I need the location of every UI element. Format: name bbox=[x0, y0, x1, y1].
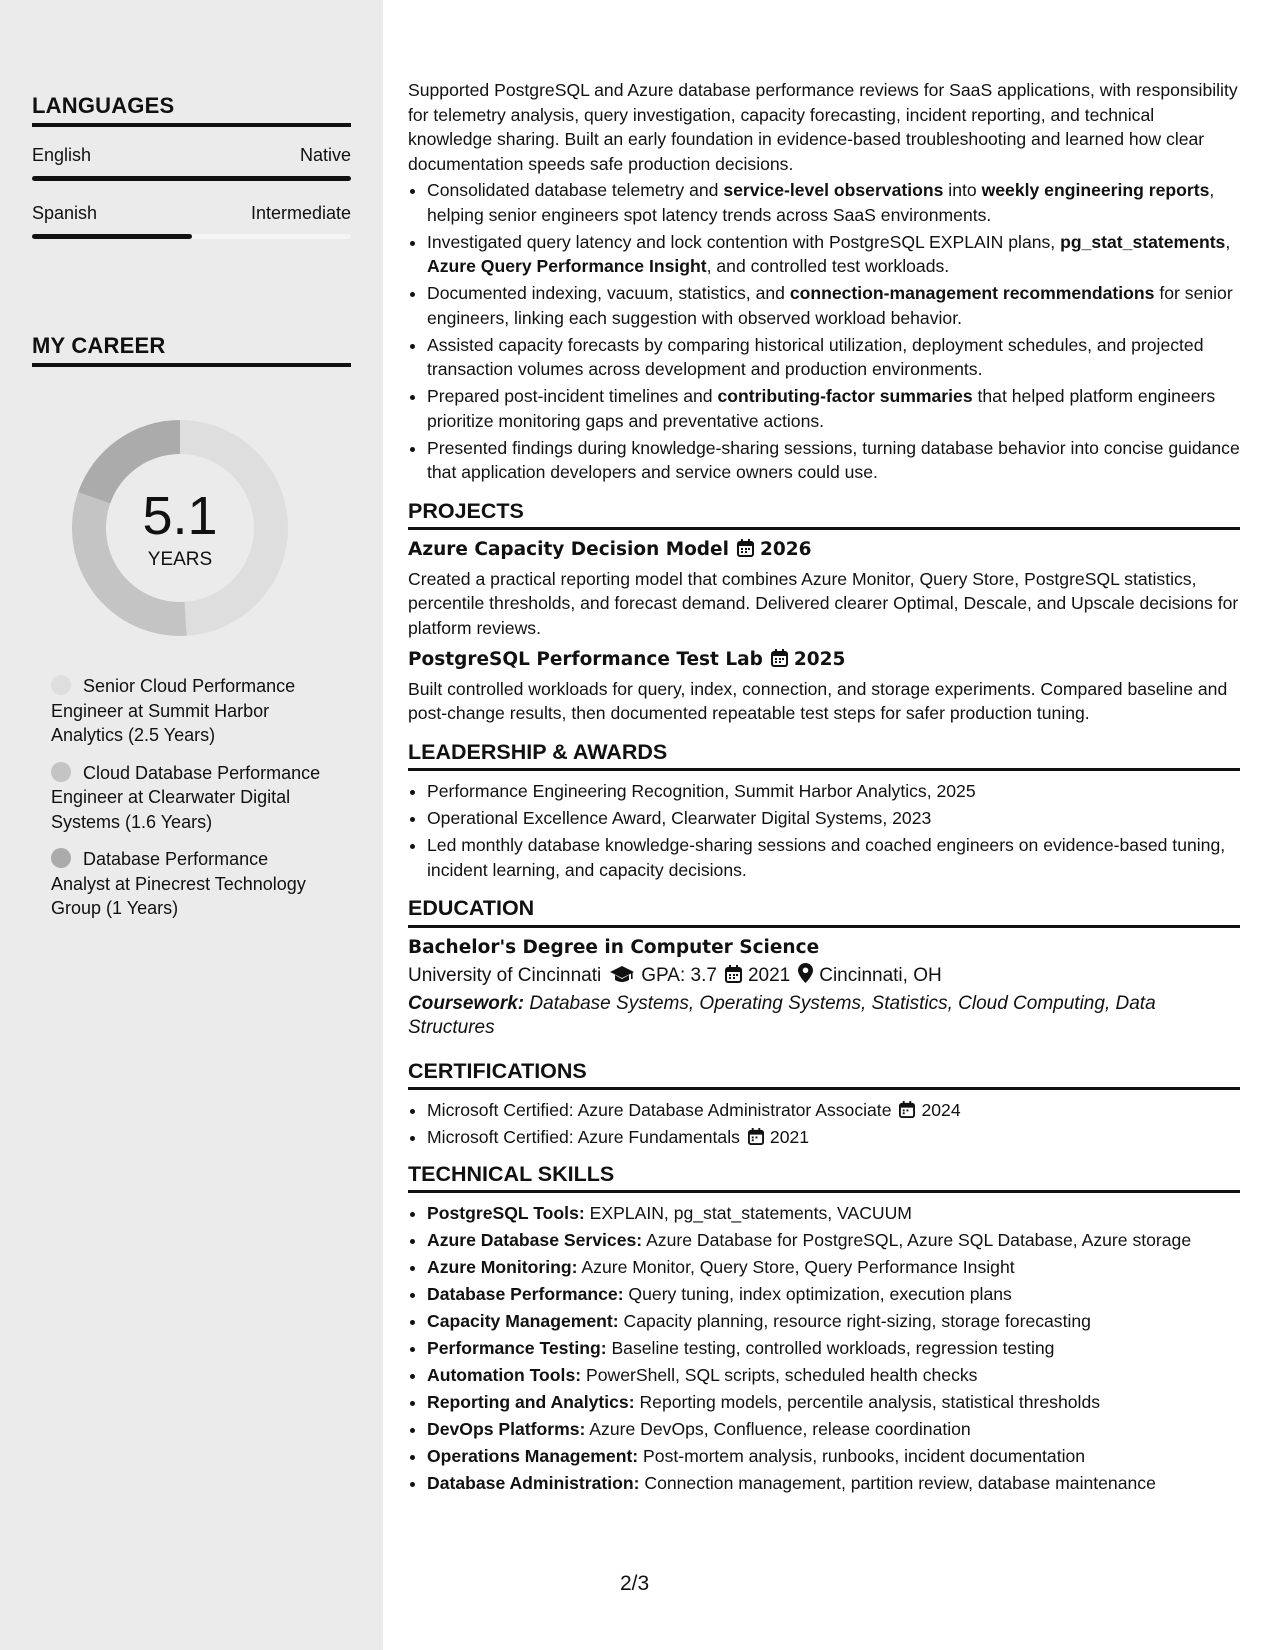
skill-item bbox=[427, 1282, 1240, 1307]
bullet-text: , bbox=[1225, 231, 1231, 252]
leadership-item: • Operational Excellence Award, Clearwater Digital Systems, 2023 bbox=[427, 806, 1240, 831]
skills-heading: TECHNICAL SKILLS bbox=[408, 1162, 1240, 1194]
leadership-item: • Led monthly database knowledge-sharing sessions and coached engineers on evidence-based tuning, incident learning, and capacity decisions. bbox=[427, 833, 1240, 882]
career-role-text: Senior Cloud Performance Engineer at Summit Harbor Analytics (2.5 Years) bbox=[51, 676, 296, 745]
language-level: Native bbox=[299, 145, 351, 165]
legend-dot-icon bbox=[51, 675, 71, 695]
skill-item bbox=[427, 1417, 1240, 1442]
certification-item bbox=[427, 1125, 1240, 1150]
project-item bbox=[408, 648, 1240, 726]
bullet-text: Documented indexing, vacuum, statistics, and bbox=[427, 283, 790, 303]
graduation-year: 2021 bbox=[747, 965, 791, 986]
coursework-label: Coursework: bbox=[408, 992, 525, 1014]
skill-item bbox=[427, 1363, 1240, 1388]
language-name: English bbox=[32, 145, 92, 165]
skill-item bbox=[427, 1309, 1240, 1334]
career-legend-item bbox=[51, 847, 331, 921]
languages-heading: LANGUAGES bbox=[32, 93, 351, 127]
skills-list bbox=[408, 1201, 1240, 1496]
certification-year: 2024 bbox=[921, 1100, 961, 1120]
languages-section bbox=[32, 93, 351, 239]
skill-item bbox=[427, 1390, 1240, 1415]
skill-value: PowerShell, SQL scripts, scheduled health checks bbox=[581, 1365, 978, 1385]
skill-value: Reporting models, percentile analysis, statistical thresholds bbox=[634, 1392, 1101, 1412]
skill-label: PostgreSQL Tools: bbox=[427, 1203, 585, 1223]
career-legend bbox=[51, 674, 331, 934]
bullet-text: Investigated query latency and lock contention with PostgreSQL EXPLAIN plans, bbox=[427, 231, 1061, 252]
skill-value: Post-mortem analysis, runbooks, incident documentation bbox=[638, 1446, 1086, 1466]
skill-item bbox=[427, 1201, 1240, 1226]
skill-label: Database Administration: bbox=[427, 1473, 640, 1493]
leadership-list bbox=[408, 779, 1240, 882]
certification-item bbox=[427, 1098, 1240, 1123]
degree-title: Bachelor's Degree in Computer Science bbox=[408, 936, 820, 958]
bullet-emphasis: connection-management recommendations bbox=[789, 283, 1155, 303]
certification-name: Microsoft Certified: Azure Fundamentals bbox=[427, 1127, 740, 1147]
page-number: 2/3 bbox=[620, 1572, 650, 1595]
graduation-cap-icon bbox=[609, 965, 635, 983]
experience-bullet bbox=[427, 436, 1240, 485]
language-level: Intermediate bbox=[250, 203, 351, 223]
language-level-fill bbox=[32, 234, 192, 239]
calendar-icon bbox=[725, 965, 742, 983]
career-section bbox=[32, 333, 351, 367]
legend-dot-icon bbox=[51, 848, 71, 868]
education-details bbox=[408, 963, 1240, 989]
experience-summary: Supported PostgreSQL and Azure database performance reviews for SaaS applications, with responsibility for telemetry analysis, query investigation, capacity forecasting, incident reporting, and technical knowledge sharing. Built an early foundation in evidence-based troubleshooting and learned how clear documentation speeds safe production decisions. bbox=[408, 80, 1238, 174]
language-item bbox=[32, 203, 351, 239]
career-legend-item bbox=[51, 674, 331, 748]
bullet-emphasis: weekly engineering reports bbox=[981, 180, 1210, 200]
location-pin-icon bbox=[798, 963, 813, 983]
certification-name: Microsoft Certified: Azure Database Administrator Associate bbox=[427, 1100, 892, 1120]
calendar-icon bbox=[748, 1128, 764, 1145]
skill-value: Azure Database for PostgreSQL, Azure SQL Database, Azure storage bbox=[642, 1230, 1192, 1250]
bullet-text: Prepared post-incident timelines and bbox=[427, 386, 718, 406]
career-legend-item bbox=[51, 761, 331, 835]
project-year: 2026 bbox=[759, 539, 812, 560]
bullet-text: Assisted capacity forecasts by comparing historical utilization, deployment schedules, and projected transaction volumes across development and production environments. bbox=[427, 334, 1204, 379]
gpa: GPA: 3.7 bbox=[641, 965, 717, 986]
legend-dot-icon bbox=[51, 762, 71, 782]
calendar-icon bbox=[899, 1101, 915, 1118]
skill-item bbox=[427, 1228, 1240, 1253]
calendar-icon bbox=[737, 539, 754, 557]
skill-value: EXPLAIN, pg_stat_statements, VACUUM bbox=[584, 1203, 912, 1223]
project-item bbox=[408, 538, 1240, 640]
skill-item bbox=[427, 1444, 1240, 1469]
career-total-years: 5.1 bbox=[142, 486, 218, 546]
bullet-text: Presented findings during knowledge-sharing sessions, turning database behavior into concise guidance that application developers and service owners could use. bbox=[427, 437, 1240, 482]
skill-label: Operations Management: bbox=[427, 1446, 639, 1466]
skill-label: Database Performance: bbox=[427, 1284, 624, 1304]
bullet-text: , helping senior engineers spot latency trends across SaaS environments. bbox=[427, 180, 1215, 225]
skill-item bbox=[427, 1255, 1240, 1280]
project-title: Azure Capacity Decision Model bbox=[408, 539, 729, 560]
projects-heading: PROJECTS bbox=[408, 499, 1240, 531]
experience-bullet bbox=[427, 384, 1240, 433]
skill-label: Azure Database Services: bbox=[427, 1230, 643, 1250]
bullet-emphasis: Azure Query Performance Insight bbox=[427, 256, 707, 276]
skill-value: Capacity planning, resource right-sizing, storage forecasting bbox=[618, 1311, 1091, 1331]
bullet-emphasis: pg_stat_statements bbox=[1060, 231, 1226, 252]
certification-year: 2021 bbox=[769, 1127, 810, 1147]
experience-bullet bbox=[427, 178, 1240, 227]
bullet-text: Consolidated database telemetry and bbox=[427, 180, 724, 200]
career-total-unit: YEARS bbox=[147, 549, 213, 570]
bullet-emphasis: service-level observations bbox=[723, 180, 944, 200]
leadership-item: • Performance Engineering Recognition, Summit Harbor Analytics, 2025 bbox=[427, 779, 1240, 804]
project-description: Built controlled workloads for query, index, connection, and storage experiments. Compared baseline and post-change results, then documented repeatable test steps for safer production tuning. bbox=[408, 678, 1228, 723]
language-item bbox=[32, 145, 351, 181]
bullet-emphasis: contributing-factor summaries bbox=[717, 386, 973, 406]
skill-label: Reporting and Analytics: bbox=[427, 1392, 635, 1412]
language-level-bar bbox=[32, 234, 351, 239]
career-role-text: Cloud Database Performance Engineer at Clearwater Digital Systems (1.6 Years) bbox=[51, 762, 321, 832]
skill-item bbox=[427, 1336, 1240, 1361]
calendar-icon bbox=[771, 649, 788, 667]
education-heading: EDUCATION bbox=[408, 896, 1240, 928]
project-title: PostgreSQL Performance Test Lab bbox=[408, 649, 763, 670]
certifications-heading: CERTIFICATIONS bbox=[408, 1059, 1240, 1091]
skill-label: Capacity Management: bbox=[427, 1311, 619, 1331]
skill-label: Azure Monitoring: bbox=[427, 1257, 578, 1277]
skill-label: Automation Tools: bbox=[427, 1365, 582, 1385]
bullet-text: into bbox=[943, 180, 982, 200]
skill-value: Connection management, partition review, database maintenance bbox=[639, 1473, 1156, 1493]
skill-label: Performance Testing: bbox=[427, 1338, 607, 1358]
skill-value: Azure Monitor, Query Store, Query Performance Insight bbox=[577, 1257, 1015, 1277]
bullet-text: , and controlled test workloads. bbox=[706, 256, 950, 276]
coursework bbox=[408, 992, 1240, 1041]
experience-bullets bbox=[408, 178, 1240, 485]
main-content bbox=[408, 78, 1240, 1498]
certifications-list bbox=[408, 1098, 1240, 1150]
career-heading: MY CAREER bbox=[32, 333, 351, 367]
language-name: Spanish bbox=[32, 203, 98, 223]
sidebar bbox=[0, 0, 383, 1650]
skill-value: Baseline testing, controlled workloads, regression testing bbox=[606, 1338, 1055, 1358]
bullet-text: for senior engineers, linking each suggestion with observed workload behavior. bbox=[427, 283, 1233, 328]
skill-label: DevOps Platforms: bbox=[427, 1419, 586, 1439]
school-location: Cincinnati, OH bbox=[819, 965, 942, 986]
project-description: Created a practical reporting model that combines Azure Monitor, Query Store, PostgreSQL statistics, percentile thresholds, and forecast demand. Delivered clearer Optimal, Descale, and Upscale decisions for platform reviews. bbox=[408, 568, 1239, 638]
career-role-text: Database Performance Analyst at Pinecrest Technology Group (1 Years) bbox=[51, 849, 306, 918]
experience-bullet bbox=[427, 333, 1240, 382]
skill-item bbox=[427, 1471, 1240, 1496]
coursework-list: Database Systems, Operating Systems, Statistics, Cloud Computing, Data Structures bbox=[408, 992, 1156, 1038]
language-level-fill bbox=[32, 176, 351, 181]
experience-bullet bbox=[427, 281, 1240, 330]
language-level-bar bbox=[32, 176, 351, 181]
skill-value: Query tuning, index optimization, execution plans bbox=[623, 1284, 1012, 1304]
school-name: University of Cincinnati bbox=[408, 965, 602, 986]
project-year: 2025 bbox=[793, 649, 846, 670]
bullet-text: that helped platform engineers prioritize monitoring gaps and preventative actions. bbox=[427, 386, 1216, 431]
career-donut-chart bbox=[65, 413, 295, 643]
skill-value: Azure DevOps, Confluence, release coordination bbox=[585, 1419, 971, 1439]
experience-bullet bbox=[427, 230, 1240, 279]
leadership-heading: LEADERSHIP & AWARDS bbox=[408, 740, 1240, 772]
